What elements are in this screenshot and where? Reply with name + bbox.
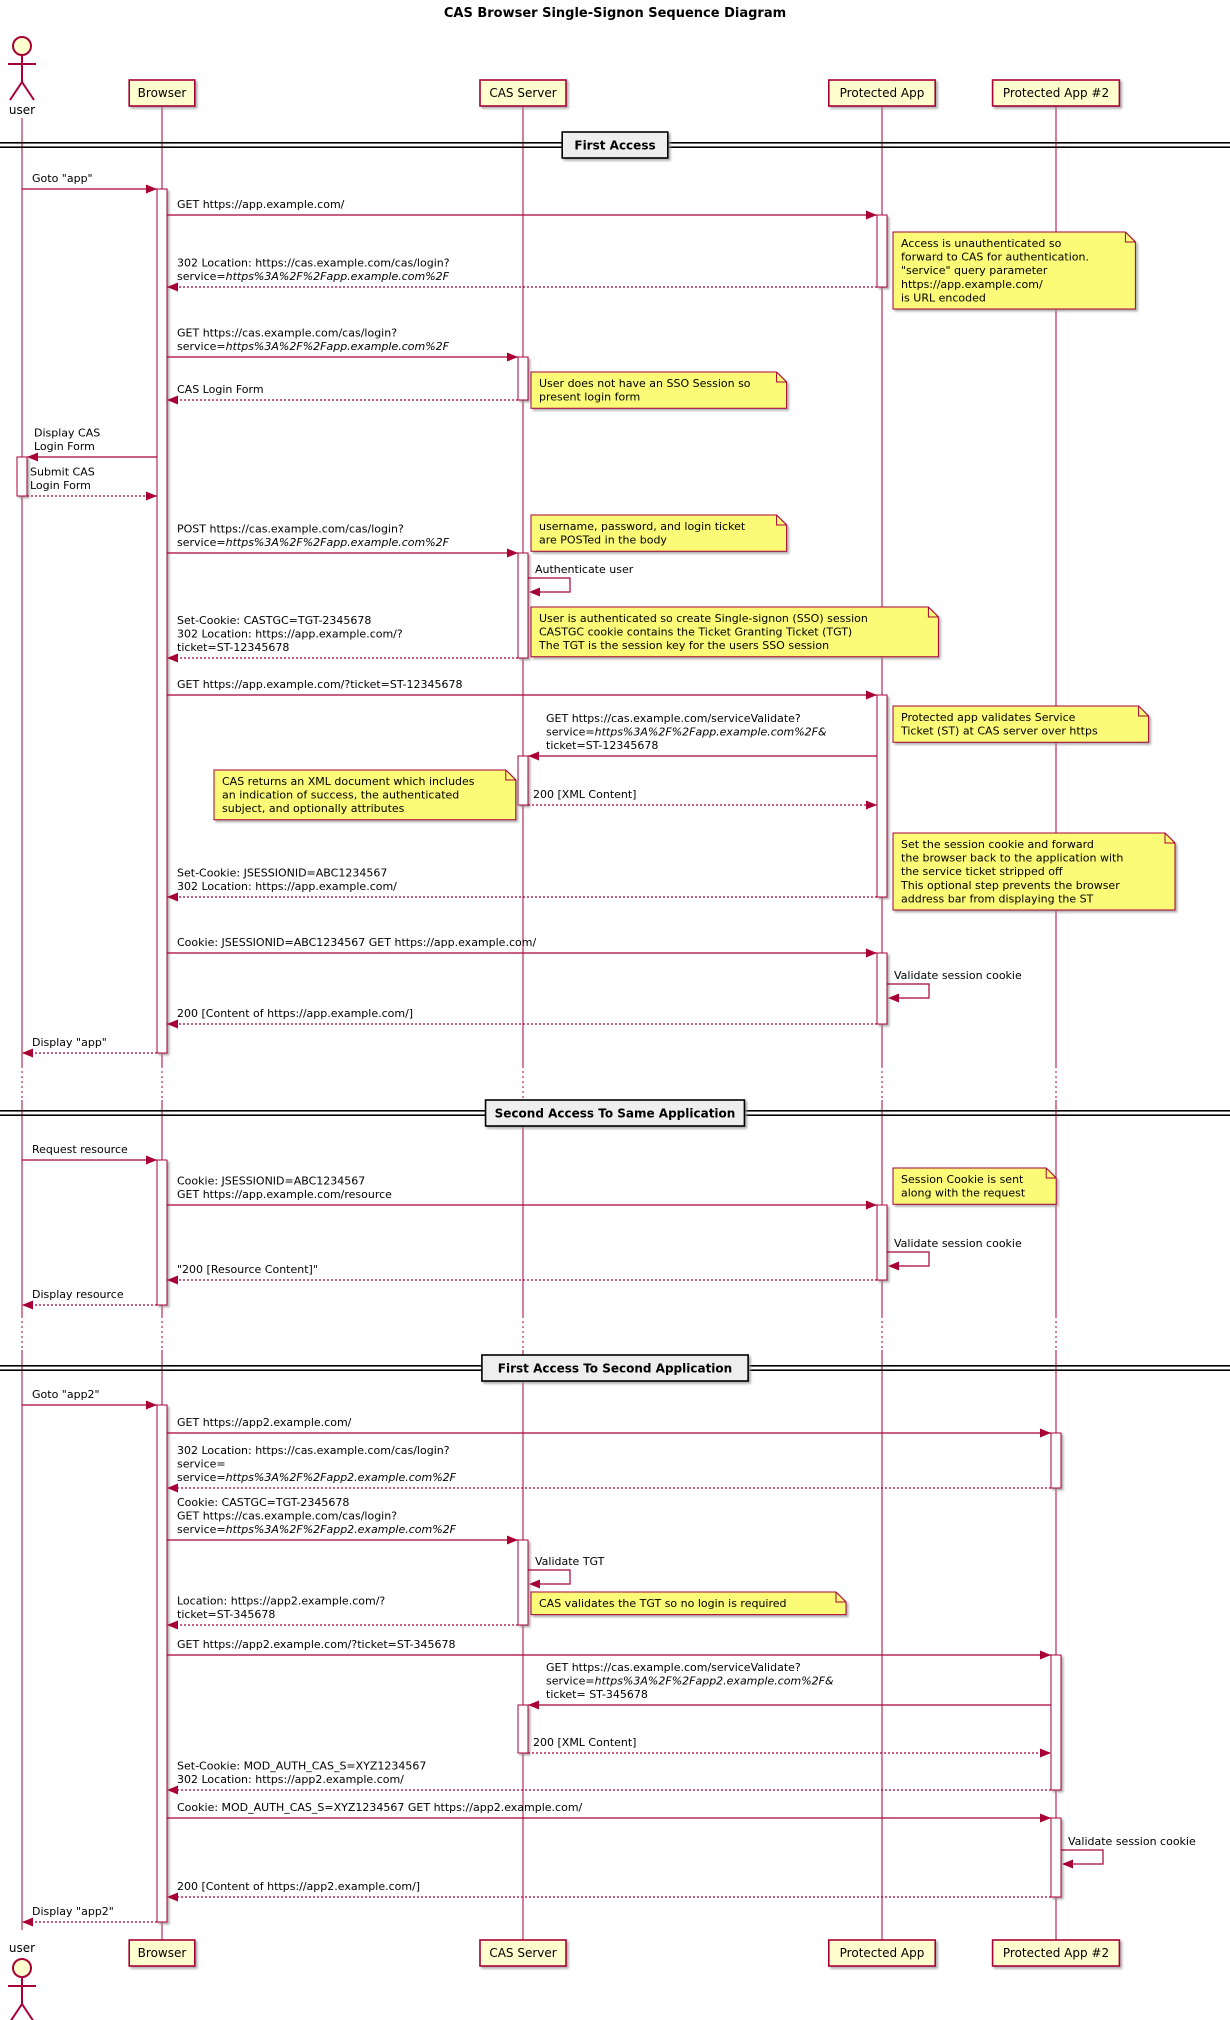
msg-submit-cas-login-form: [27, 466, 157, 501]
svg-text:Validate TGT: Validate TGT: [535, 1555, 605, 1568]
svg-text:Validate session cookie: Validate session cookie: [894, 1237, 1022, 1250]
msg-200-app2-content: [167, 1880, 1051, 1902]
participant-browser-bottom: [129, 1940, 195, 1966]
svg-text:GET https://app.example.com/: GET https://app.example.com/: [177, 198, 345, 211]
section-second-access: [0, 1100, 1230, 1126]
activation-app2-2: [1051, 1818, 1061, 1897]
note-session-cookie-sent: [893, 1168, 1056, 1204]
activation-app-3: [877, 1205, 887, 1280]
svg-text:302 Location: https://app.exam: 302 Location: https://app.example.com/: [177, 880, 397, 893]
msg-302-to-cas-login: [167, 257, 877, 292]
svg-text:200 [Content of https://app.ex: 200 [Content of https://app.example.com/]: [177, 1007, 414, 1020]
svg-text:the browser back to the applic: the browser back to the application with: [901, 851, 1124, 865]
svg-text:302 Location: https://app2.exa: 302 Location: https://app2.example.com/: [177, 1773, 404, 1786]
svg-text:Submit CAS: Submit CAS: [30, 465, 95, 479]
svg-text:Authenticate user: Authenticate user: [535, 563, 634, 576]
msg-location-app2-ticket: [167, 1595, 518, 1630]
svg-text:service=https%3A%2F%2Fapp.exam: service=https%3A%2F%2Fapp.example.com%2F&: [546, 725, 827, 739]
svg-text:Second Access To Same Applicat: Second Access To Same Application: [494, 1106, 736, 1121]
note-cas-validates-tgt: [531, 1592, 846, 1615]
self-validate-session-cookie-3: [1061, 1835, 1196, 1869]
svg-text:along with the request: along with the request: [901, 1186, 1026, 1200]
msg-200-xml-content: [528, 788, 877, 810]
svg-text:Protected App #2: Protected App #2: [1002, 1946, 1110, 1960]
svg-text:200 [XML Content]: 200 [XML Content]: [533, 1736, 637, 1749]
svg-text:GET https://app.example.com/re: GET https://app.example.com/resource: [177, 1188, 392, 1201]
svg-text:CAS Login Form: CAS Login Form: [177, 383, 264, 396]
activation-cas-4: [518, 1705, 528, 1753]
activation-app-1: [877, 695, 887, 897]
msg-get-service-validate: [528, 712, 877, 761]
svg-text:service=https%3A%2F%2Fapp.exam: service=https%3A%2F%2Fapp.example.com%2F: [177, 270, 449, 283]
activation-cas-0: [518, 357, 528, 400]
svg-text:"service" query parameter: "service" query parameter: [901, 264, 1048, 278]
self-validate-tgt: [528, 1555, 605, 1589]
note-set-session-cookie: [893, 833, 1175, 910]
msg-set-cookie-castgc: [167, 614, 518, 663]
svg-text:Login Form: Login Form: [30, 479, 91, 492]
msg-set-cookie-jsessionid: [167, 867, 877, 902]
svg-text:is URL encoded: is URL encoded: [901, 291, 986, 305]
participant-app2-bottom: [993, 1940, 1120, 1966]
svg-text:service=https%3A%2F%2Fapp.exam: service=https%3A%2F%2Fapp.example.com%2F: [177, 340, 449, 353]
msg-cookie-get-resource: [167, 1175, 877, 1210]
svg-text:username, password, and login: username, password, and login ticket: [539, 520, 746, 533]
svg-text:Set the session cookie and for: Set the session cookie and forward: [901, 838, 1094, 851]
svg-text:an indication of success, the: an indication of success, the authenticated: [222, 788, 460, 802]
svg-text:Goto "app": Goto "app": [32, 172, 93, 185]
note-posted-in-body: [531, 515, 787, 551]
participant-app-top: [829, 80, 935, 106]
svg-text:User does not have an SSO Sess: User does not have an SSO Session so: [539, 377, 751, 390]
svg-text:ticket= ST-345678: ticket= ST-345678: [546, 1688, 648, 1701]
activation-cas-1: [518, 553, 528, 658]
svg-text:service=https%3A%2F%2Fapp2.exa: service=https%3A%2F%2Fapp2.example.com%2F: [177, 1523, 456, 1536]
svg-text:Login Form: Login Form: [34, 440, 95, 453]
self-validate-session-cookie-2: [887, 1237, 1022, 1271]
svg-text:"200 [Resource Content]": "200 [Resource Content]": [177, 1263, 318, 1276]
msg-200-resource-content: [167, 1263, 877, 1285]
activation-browser-2: [157, 1405, 167, 1922]
activation-browser-0: [157, 189, 167, 1053]
svg-text:302 Location: https://app.exam: 302 Location: https://app.example.com/?: [177, 627, 403, 641]
svg-text:Browser: Browser: [137, 1946, 187, 1960]
svg-text:Set-Cookie: MOD_AUTH_CAS_S=XYZ: Set-Cookie: MOD_AUTH_CAS_S=XYZ1234567: [177, 1759, 427, 1773]
msg-cookie-get-app: [167, 936, 877, 958]
svg-text:Protected App: Protected App: [839, 86, 925, 100]
msg-get-app2: [167, 1416, 1051, 1438]
activation-app-0: [877, 215, 887, 287]
participant-cas-top: [480, 80, 566, 106]
activation-cas-3: [518, 1540, 528, 1625]
self-validate-session-cookie-1: [887, 969, 1022, 1003]
svg-text:Protected app validates Servic: Protected app validates Service: [901, 711, 1076, 724]
msg-display-cas-login-form: [27, 427, 157, 462]
note-cas-returns-xml: [214, 770, 516, 820]
svg-text:Session Cookie is sent: Session Cookie is sent: [901, 1173, 1024, 1186]
actor-user-bottom: [8, 1941, 36, 2020]
svg-text:Access is unauthenticated so: Access is unauthenticated so: [901, 237, 1062, 250]
msg-get-app-ticket: [167, 678, 877, 700]
svg-text:GET https://app2.example.com/: GET https://app2.example.com/: [177, 1416, 352, 1429]
svg-text:Protected App #2: Protected App #2: [1002, 86, 1110, 100]
svg-text:POST https://cas.example.com/c: POST https://cas.example.com/cas/login?: [177, 522, 404, 536]
svg-text:ticket=ST-12345678: ticket=ST-12345678: [546, 739, 659, 752]
diagram-title: CAS Browser Single-Signon Sequence Diagram: [443, 6, 787, 21]
msg-service-validate-app2: [528, 1661, 1051, 1710]
svg-text:Cookie: JSESSIONID=ABC1234567: Cookie: JSESSIONID=ABC1234567 GET https://app.example.com/: [177, 936, 537, 949]
svg-text:302 Location: https://cas.exam: 302 Location: https://cas.example.com/cas/login?: [177, 256, 450, 270]
svg-text:Request resource: Request resource: [32, 1143, 128, 1156]
svg-text:GET https://cas.example.com/ca: GET https://cas.example.com/cas/login?: [177, 1509, 398, 1523]
svg-text:Validate session cookie: Validate session cookie: [894, 969, 1022, 982]
svg-text:Ticket (ST) at CAS server over: Ticket (ST) at CAS server over https: [901, 724, 1098, 738]
svg-text:Display "app": Display "app": [32, 1036, 107, 1049]
svg-text:subject, and optionally attrib: subject, and optionally attributes: [222, 802, 405, 816]
svg-text:CASTGC cookie contains the Tic: CASTGC cookie contains the Ticket Granting Ticket (TGT): [539, 625, 853, 639]
msg-display-resource: [22, 1288, 157, 1310]
svg-text:Validate session cookie: Validate session cookie: [1068, 1835, 1196, 1848]
svg-text:CAS Server: CAS Server: [489, 86, 557, 100]
activation-app2-0: [1051, 1433, 1061, 1488]
svg-text:Display CAS: Display CAS: [34, 426, 101, 440]
note-validate-service-ticket: [893, 706, 1149, 742]
svg-text:user: user: [8, 1941, 36, 1955]
svg-text:present login form: present login form: [539, 390, 641, 404]
svg-text:GET https://cas.example.com/ca: GET https://cas.example.com/cas/login?: [177, 326, 398, 340]
svg-text:First Access: First Access: [574, 138, 656, 153]
svg-text:address bar from displaying th: address bar from displaying the ST: [901, 892, 1094, 906]
svg-text:Browser: Browser: [137, 86, 187, 100]
msg-get-cas-login: [167, 327, 518, 362]
activation-app-2: [877, 953, 887, 1024]
svg-text:User is authenticated so creat: User is authenticated so create Single-signon (SSO) session: [539, 612, 868, 625]
svg-text:service=https%3A%2F%2Fapp2.exa: service=https%3A%2F%2Fapp2.example.com%2F&: [546, 1674, 834, 1688]
section-first-access: [0, 132, 1230, 158]
msg-request-resource: [22, 1143, 157, 1165]
msg-get-app: [167, 198, 877, 220]
msg-get-app2-ticket: [167, 1638, 1051, 1660]
msg-200-xml-content-2: [528, 1736, 1051, 1758]
svg-text:The TGT is the session key for: The TGT is the session key for the users SSO session: [539, 639, 830, 653]
note-access-unauthenticated: [893, 232, 1135, 309]
svg-text:ticket=ST-345678: ticket=ST-345678: [177, 1608, 276, 1621]
activation-cas-2: [518, 756, 528, 805]
svg-text:Display "app2": Display "app2": [32, 1905, 114, 1918]
svg-text:https://app.example.com/: https://app.example.com/: [901, 277, 1043, 291]
msg-post-cas-login: [167, 523, 518, 558]
participant-browser-top: [129, 80, 195, 106]
msg-goto-app: [22, 172, 157, 194]
activation-user-0: [17, 457, 27, 496]
svg-text:Protected App: Protected App: [839, 1946, 925, 1960]
svg-text:GET https://app2.example.com/?: GET https://app2.example.com/?ticket=ST-345678: [177, 1638, 456, 1651]
svg-text:Cookie: CASTGC=TGT-2345678: Cookie: CASTGC=TGT-2345678: [177, 1496, 350, 1509]
svg-text:the service ticket stripped of: the service ticket stripped off: [901, 865, 1063, 879]
activation-app2-1: [1051, 1655, 1061, 1790]
svg-text:Cookie: JSESSIONID=ABC1234567: Cookie: JSESSIONID=ABC1234567: [177, 1174, 366, 1188]
section-first-access-second-app: [0, 1355, 1230, 1381]
msg-200-app-content: [167, 1007, 877, 1029]
self-authenticate-user: [528, 563, 634, 597]
msg-cas-login-form: [167, 383, 518, 405]
svg-text:CAS Server: CAS Server: [489, 1946, 557, 1960]
participant-app-bottom: [829, 1940, 935, 1966]
svg-text:user: user: [8, 103, 36, 117]
svg-text:CAS returns an XML document wh: CAS returns an XML document which includes: [222, 775, 475, 788]
svg-text:service=: service=: [177, 1457, 226, 1471]
svg-text:First Access To Second Applica: First Access To Second Application: [497, 1361, 733, 1376]
svg-text:service=https%3A%2F%2Fapp.exam: service=https%3A%2F%2Fapp.example.com%2F: [177, 536, 449, 549]
msg-cookie-mod-auth-get: [167, 1801, 1051, 1823]
activation-browser-1: [157, 1160, 167, 1305]
svg-text:Location: https://app2.example: Location: https://app2.example.com/?: [177, 1594, 386, 1608]
note-create-sso-session: [531, 607, 938, 657]
svg-text:Goto "app2": Goto "app2": [32, 1388, 100, 1401]
svg-text:service=https%3A%2F%2Fapp2.exa: service=https%3A%2F%2Fapp2.example.com%2F: [177, 1471, 456, 1484]
svg-text:are POSTed in the body: are POSTed in the body: [539, 533, 667, 547]
msg-display-app2: [22, 1905, 157, 1927]
svg-text:GET https://cas.example.com/se: GET https://cas.example.com/serviceValidate?: [546, 712, 801, 725]
svg-text:CAS validates the TGT so no lo: CAS validates the TGT so no login is required: [539, 1597, 787, 1610]
svg-text:GET https://cas.example.com/se: GET https://cas.example.com/serviceValidate?: [546, 1661, 801, 1674]
msg-cookie-castgc-get-login: [167, 1496, 518, 1545]
participant-cas-bottom: [480, 1940, 566, 1966]
svg-text:Set-Cookie: JSESSIONID=ABC1234: Set-Cookie: JSESSIONID=ABC1234567: [177, 866, 388, 880]
svg-text:200 [Content of https://app2.e: 200 [Content of https://app2.example.com/]: [177, 1880, 421, 1893]
msg-display-app: [22, 1036, 157, 1058]
svg-text:302 Location: https://cas.exam: 302 Location: https://cas.example.com/cas/login?: [177, 1444, 450, 1457]
svg-text:200 [XML Content]: 200 [XML Content]: [533, 788, 637, 801]
svg-text:GET https://app.example.com/?t: GET https://app.example.com/?ticket=ST-12345678: [177, 678, 463, 691]
svg-text:This optional step prevents th: This optional step prevents the browser: [901, 878, 1120, 892]
participant-app2-top: [993, 80, 1120, 106]
msg-goto-app2: [22, 1388, 157, 1410]
svg-text:Display resource: Display resource: [32, 1288, 124, 1301]
svg-text:Set-Cookie: CASTGC=TGT-2345678: Set-Cookie: CASTGC=TGT-2345678: [177, 614, 372, 627]
note-no-sso-session: [531, 372, 787, 408]
svg-text:Cookie: MOD_AUTH_CAS_S=XYZ1234: Cookie: MOD_AUTH_CAS_S=XYZ1234567 GET https://app2.example.com/: [177, 1801, 583, 1814]
msg-set-cookie-mod-auth: [167, 1760, 1051, 1795]
msg-302-cas-login-app2: [167, 1444, 1051, 1493]
svg-text:ticket=ST-12345678: ticket=ST-12345678: [177, 641, 290, 654]
actor-user-top: [8, 37, 36, 117]
svg-text:forward to CAS for authenticat: forward to CAS for authentication.: [901, 250, 1089, 264]
